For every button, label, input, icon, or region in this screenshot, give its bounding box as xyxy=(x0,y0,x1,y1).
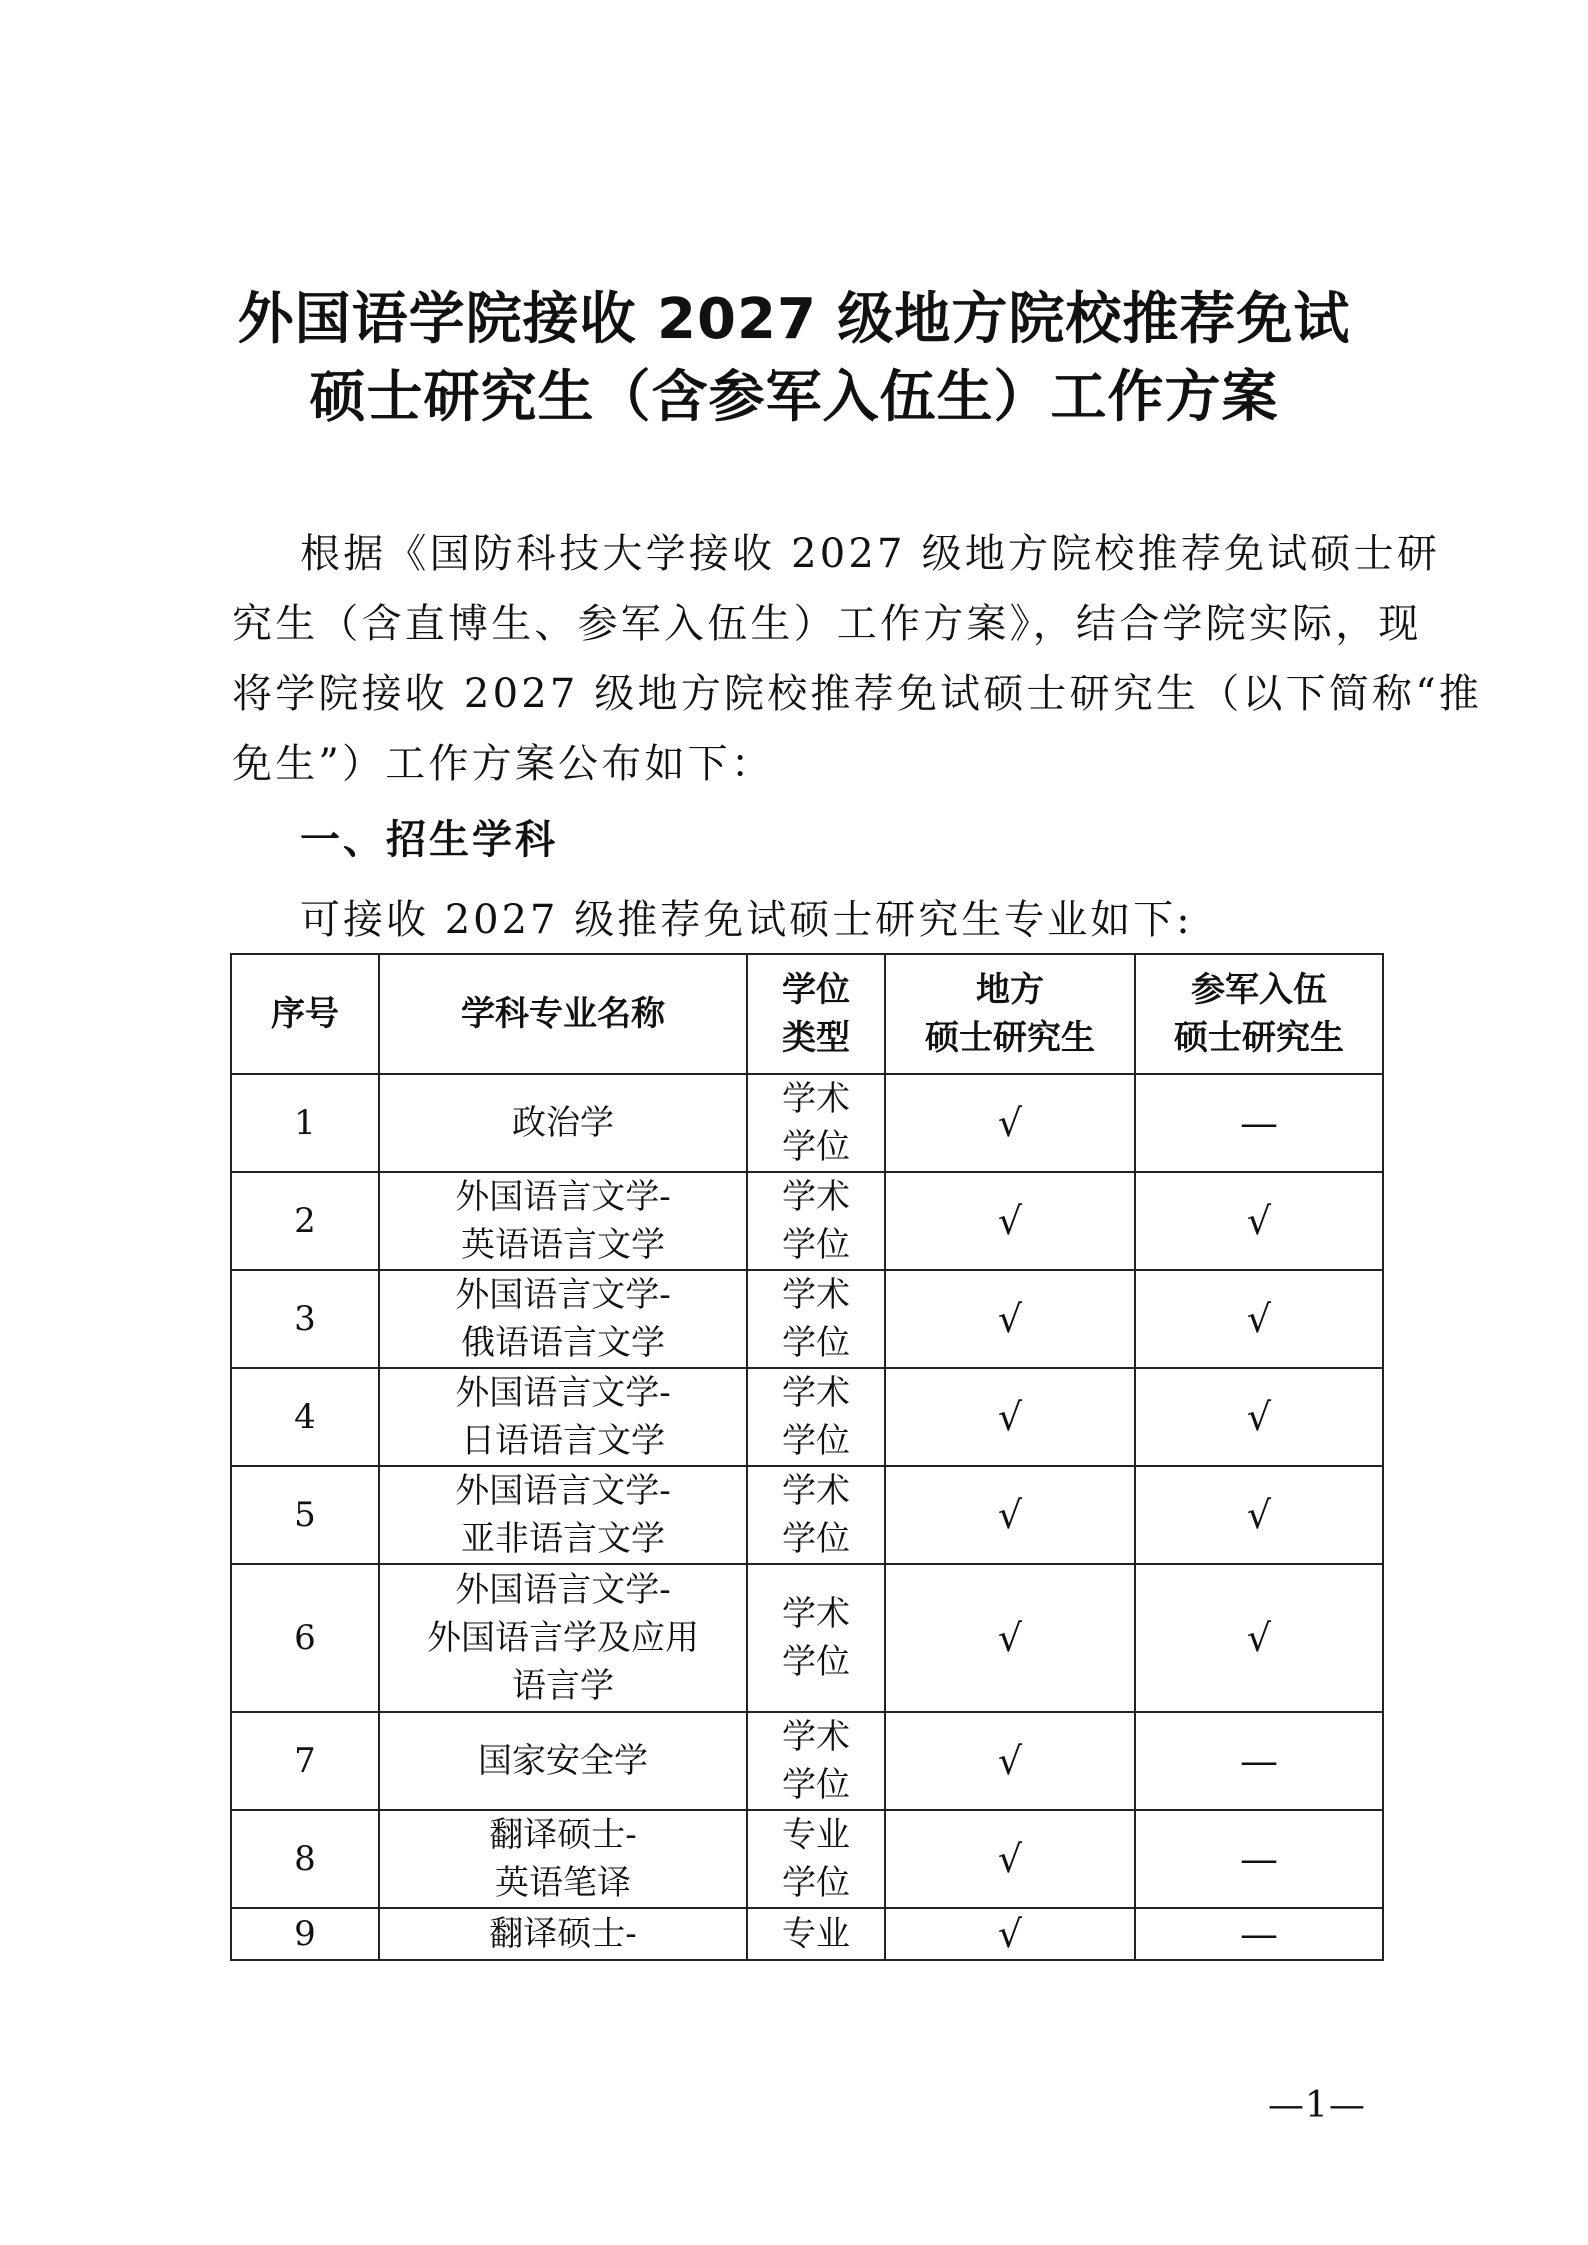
section-heading: 一、招生学科 xyxy=(300,817,558,863)
cell-local xyxy=(885,1712,1135,1810)
cell-name xyxy=(379,1810,747,1908)
cell-local xyxy=(885,1466,1135,1564)
cell-type-line: 学位 xyxy=(782,1519,850,1559)
header-army-line1: 参军入伍 xyxy=(1191,970,1327,1010)
table-row xyxy=(231,1172,1383,1270)
cell-army xyxy=(1135,1074,1383,1172)
page-number: —1— xyxy=(1268,2085,1366,2126)
cell-local xyxy=(885,1810,1135,1908)
cell-army-line: √ xyxy=(1246,1616,1272,1660)
cell-local xyxy=(885,1564,1135,1712)
cell-name-line: 日语语言文学 xyxy=(461,1421,665,1461)
cell-type xyxy=(747,1712,885,1810)
cell-army xyxy=(1135,1270,1383,1368)
header-local-line1: 地方 xyxy=(976,970,1044,1010)
cell-type-line: 学位 xyxy=(782,1863,850,1903)
cell-type xyxy=(747,1466,885,1564)
cell-army-line: √ xyxy=(1246,1395,1272,1439)
cell-name xyxy=(379,1368,747,1466)
cell-no xyxy=(231,1074,379,1172)
table-row xyxy=(231,1074,1383,1172)
cell-name-line: 外国语言文学- xyxy=(455,1275,671,1315)
header-type-line1: 学位 xyxy=(782,970,850,1010)
cell-type-line: 学位 xyxy=(782,1225,850,1265)
cell-type-line: 学术 xyxy=(782,1594,850,1634)
cell-local xyxy=(885,1074,1135,1172)
table-header-row xyxy=(231,954,1383,1074)
cell-army xyxy=(1135,1564,1383,1712)
cell-type-line: 学术 xyxy=(782,1471,850,1511)
cell-army-line: √ xyxy=(1246,1199,1272,1243)
cell-name-line: 外国语言文学- xyxy=(455,1177,671,1217)
cell-army-line: √ xyxy=(1246,1297,1272,1341)
cell-local-line: √ xyxy=(997,1739,1023,1783)
cell-army-line: — xyxy=(1240,1837,1278,1881)
table-row xyxy=(231,1712,1383,1810)
table-row xyxy=(231,1466,1383,1564)
cell-name xyxy=(379,1172,747,1270)
cell-no xyxy=(231,1270,379,1368)
cell-no xyxy=(231,1368,379,1466)
cell-name-line: 俄语语言文学 xyxy=(461,1323,665,1363)
cell-name-line: 外国语言文学- xyxy=(455,1570,671,1610)
cell-name-line: 翻译硕士- xyxy=(489,1815,637,1855)
document-title-line1: 外国语学院接收 2027 级地方院校推荐免试 xyxy=(237,287,1351,352)
cell-no xyxy=(231,1908,379,1960)
cell-name xyxy=(379,1712,747,1810)
cell-type-line: 学术 xyxy=(782,1275,850,1315)
cell-name-line: 国家安全学 xyxy=(478,1741,648,1781)
cell-name-line: 翻译硕士- xyxy=(489,1914,637,1954)
cell-no-line: 6 xyxy=(294,1618,316,1658)
cell-local-line: √ xyxy=(997,1297,1023,1341)
header-name: 学科专业名称 xyxy=(379,954,747,1074)
body-paragraph-line: 究生（含直博生、参军入伍生）工作方案》，结合学院实际，现 xyxy=(232,601,1422,647)
document-title-line2: 硕士研究生（含参军入伍生）工作方案 xyxy=(309,365,1279,430)
cell-no xyxy=(231,1564,379,1712)
cell-type-line: 学位 xyxy=(782,1642,850,1682)
cell-name xyxy=(379,1908,747,1960)
table-row xyxy=(231,1270,1383,1368)
cell-local-line: √ xyxy=(997,1199,1023,1243)
cell-army-line: √ xyxy=(1246,1493,1272,1537)
cell-local-line: √ xyxy=(997,1616,1023,1660)
table-row xyxy=(231,1810,1383,1908)
cell-name xyxy=(379,1270,747,1368)
cell-army-line: — xyxy=(1240,1101,1278,1145)
cell-type-line: 学位 xyxy=(782,1127,850,1167)
cell-type xyxy=(747,1172,885,1270)
cell-type-line: 学术 xyxy=(782,1373,850,1413)
cell-type xyxy=(747,1270,885,1368)
body-paragraph-line: 将学院接收 2027 级地方院校推荐免试硕士研究生（以下简称“推 xyxy=(232,671,1483,717)
cell-type-line: 学位 xyxy=(782,1421,850,1461)
header-no: 序号 xyxy=(231,954,379,1074)
cell-army xyxy=(1135,1172,1383,1270)
cell-name-line: 亚非语言文学 xyxy=(461,1519,665,1559)
cell-army-line: — xyxy=(1240,1739,1278,1783)
header-local-line2: 硕士研究生 xyxy=(925,1018,1095,1058)
majors-table xyxy=(230,953,1384,1961)
cell-name-line: 英语语言文学 xyxy=(461,1225,665,1265)
cell-name xyxy=(379,1074,747,1172)
cell-no xyxy=(231,1810,379,1908)
cell-no-line: 1 xyxy=(294,1103,316,1143)
cell-no-line: 2 xyxy=(294,1201,316,1241)
cell-no-line: 8 xyxy=(294,1839,316,1879)
cell-no-line: 5 xyxy=(294,1495,316,1535)
cell-name xyxy=(379,1564,747,1712)
cell-no xyxy=(231,1466,379,1564)
table-row xyxy=(231,1564,1383,1712)
cell-name xyxy=(379,1466,747,1564)
header-type-line2: 类型 xyxy=(782,1018,850,1058)
cell-army xyxy=(1135,1810,1383,1908)
cell-type xyxy=(747,1564,885,1712)
cell-local-line: √ xyxy=(997,1493,1023,1537)
cell-type-line: 学术 xyxy=(782,1079,850,1119)
cell-no xyxy=(231,1172,379,1270)
cell-local xyxy=(885,1368,1135,1466)
cell-local xyxy=(885,1270,1135,1368)
cell-name-line: 语言学 xyxy=(512,1666,614,1706)
cell-type-line: 学术 xyxy=(782,1177,850,1217)
cell-local-line: √ xyxy=(997,1837,1023,1881)
section-intro: 可接收 2027 级推荐免试硕士研究生专业如下: xyxy=(300,897,1193,943)
cell-type-line: 专业 xyxy=(782,1815,850,1855)
header-local xyxy=(885,954,1135,1074)
cell-no-line: 7 xyxy=(294,1741,316,1781)
header-army-line2: 硕士研究生 xyxy=(1174,1018,1344,1058)
cell-type xyxy=(747,1810,885,1908)
cell-type xyxy=(747,1368,885,1466)
body-paragraph-line: 根据《国防科技大学接收 2027 级地方院校推荐免试硕士研 xyxy=(300,531,1441,577)
cell-local xyxy=(885,1172,1135,1270)
cell-name-line: 外国语言文学- xyxy=(455,1373,671,1413)
cell-army-line: — xyxy=(1240,1912,1278,1956)
cell-army xyxy=(1135,1368,1383,1466)
cell-type xyxy=(747,1074,885,1172)
body-paragraph-line: 免生”）工作方案公布如下： xyxy=(232,741,775,787)
cell-type-line: 学术 xyxy=(782,1717,850,1757)
cell-no xyxy=(231,1712,379,1810)
cell-local-line: √ xyxy=(997,1101,1023,1145)
cell-name-line: 英语笔译 xyxy=(495,1863,631,1903)
cell-no-line: 9 xyxy=(294,1914,316,1954)
header-army xyxy=(1135,954,1383,1074)
cell-local xyxy=(885,1908,1135,1960)
table-row xyxy=(231,1908,1383,1960)
cell-no-line: 4 xyxy=(294,1397,316,1437)
cell-name-line: 外国语言文学- xyxy=(455,1471,671,1511)
cell-army xyxy=(1135,1466,1383,1564)
cell-type-line: 学位 xyxy=(782,1765,850,1805)
cell-name-line: 政治学 xyxy=(512,1103,614,1143)
cell-army xyxy=(1135,1712,1383,1810)
cell-no-line: 3 xyxy=(294,1299,316,1339)
cell-type-line: 专业 xyxy=(782,1914,850,1954)
cell-type-line: 学位 xyxy=(782,1323,850,1363)
header-type xyxy=(747,954,885,1074)
cell-army xyxy=(1135,1908,1383,1960)
cell-local-line: √ xyxy=(997,1912,1023,1956)
cell-name-line: 外国语言学及应用 xyxy=(427,1618,699,1658)
cell-local-line: √ xyxy=(997,1395,1023,1439)
cell-type xyxy=(747,1908,885,1960)
table-row xyxy=(231,1368,1383,1466)
